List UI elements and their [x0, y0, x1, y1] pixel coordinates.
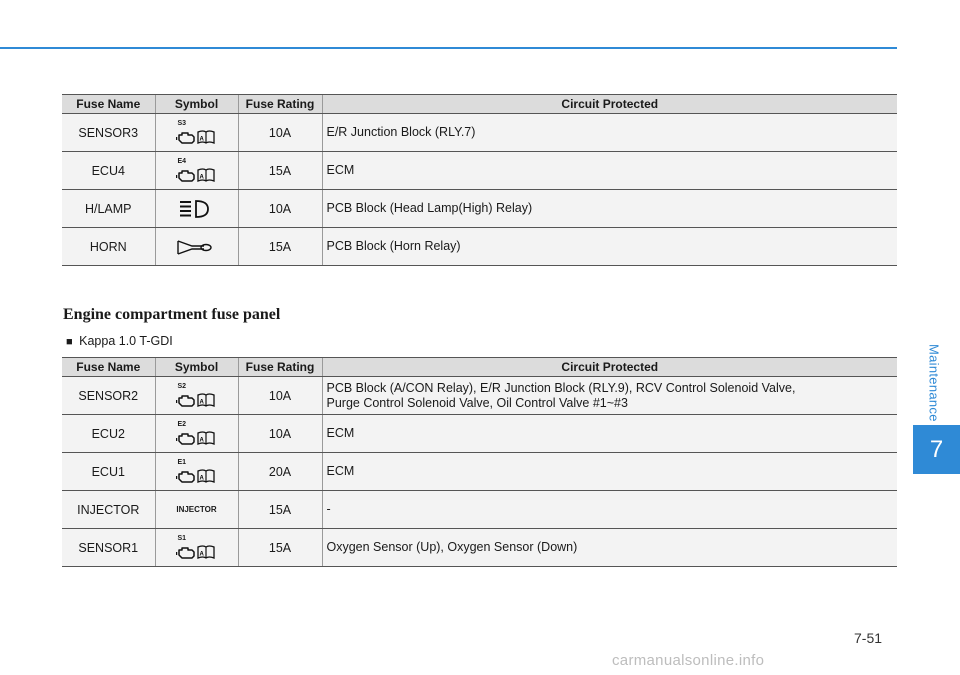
fuse-name-cell: HORN: [62, 228, 155, 266]
circuit-protected-cell: [322, 114, 897, 152]
fuse-rating-cell: 10A: [238, 190, 322, 228]
circuit-line: PCB Block (A/CON Relay), E/R Junction Block (RLY.9), RCV Control Solenoid Valve,: [326, 380, 796, 395]
circuit-protected-cell: [322, 152, 897, 190]
fuse-rating-cell: 20A: [238, 453, 322, 491]
header-circuit-protected: Circuit Protected: [322, 358, 897, 377]
table-row: [62, 491, 897, 529]
fuse-table-1-body: [62, 114, 897, 266]
header-fuse-name: Fuse Name: [62, 358, 155, 377]
circuit-line: ECM: [326, 426, 355, 440]
fuse-rating-cell: 15A: [238, 228, 322, 266]
fuse-name-cell: ECU1: [62, 453, 155, 491]
circuit-line: Oxygen Sensor (Up), Oxygen Sensor (Down): [326, 540, 578, 554]
table-row: [62, 114, 897, 152]
table-row: [62, 377, 897, 415]
table-row: [62, 190, 897, 228]
symbol-cell: [155, 228, 238, 266]
table-row: [62, 529, 897, 567]
fuse-rating-cell: 15A: [238, 529, 322, 567]
watermark: carmanualsonline.info: [612, 652, 765, 669]
circuit-protected-cell: [322, 529, 897, 567]
svg-text:A: A: [199, 437, 204, 444]
circuit-line: E/R Junction Block (RLY.7): [326, 125, 476, 139]
table-header-row: [62, 95, 897, 114]
svg-text:A: A: [199, 174, 204, 181]
table-row: [62, 415, 897, 453]
page-number: 7-51: [854, 630, 883, 646]
circuit-line: ECM: [326, 464, 355, 478]
engine-subtitle: [66, 334, 173, 348]
symbol-code: S1: [177, 535, 187, 542]
bullet-square-icon: ■: [66, 336, 73, 348]
header-fuse-rating: Fuse Rating: [238, 358, 322, 377]
circuit-protected-cell: [322, 228, 897, 266]
symbol-cell: [155, 453, 238, 491]
circuit-line: PCB Block (Horn Relay): [326, 239, 461, 253]
circuit-line: PCB Block (Head Lamp(High) Relay): [326, 201, 533, 215]
circuit-protected-cell: [322, 491, 897, 529]
symbol-cell: [155, 377, 238, 415]
header-fuse-name: Fuse Name: [62, 95, 155, 114]
fuse-name-cell: ECU4: [62, 152, 155, 190]
fuse-rating-cell: 15A: [238, 152, 322, 190]
fuse-name-cell: INJECTOR: [62, 491, 155, 529]
circuit-protected-cell: [322, 377, 897, 415]
circuit-protected-cell: [322, 415, 897, 453]
svg-text:A: A: [199, 475, 204, 482]
header-fuse-rating: Fuse Rating: [238, 95, 322, 114]
circuit-protected-cell: [322, 190, 897, 228]
fuse-rating-cell: 10A: [238, 377, 322, 415]
symbol-code: E4: [177, 158, 187, 165]
fuse-name-cell: H/LAMP: [62, 190, 155, 228]
svg-text:A: A: [199, 399, 204, 406]
section-title: Engine compartment fuse panel: [63, 306, 281, 323]
fuse-rating-cell: 15A: [238, 491, 322, 529]
fuse-table-2: [62, 357, 897, 567]
chapter-name: Maintenance: [926, 344, 942, 422]
symbol-code: S2: [177, 383, 187, 390]
symbol-code: E1: [177, 459, 187, 466]
header-symbol: Symbol: [155, 358, 238, 377]
fuse-name-cell: ECU2: [62, 415, 155, 453]
fuse-rating-cell: 10A: [238, 114, 322, 152]
injector-symbol-text: INJECTOR: [176, 505, 217, 514]
symbol-cell: [155, 491, 238, 529]
symbol-cell: [155, 190, 238, 228]
symbol-cell: [155, 114, 238, 152]
table-row: [62, 228, 897, 266]
svg-text:A: A: [199, 551, 204, 558]
symbol-cell: [155, 529, 238, 567]
fuse-name-cell: SENSOR1: [62, 529, 155, 567]
symbol-cell: [155, 415, 238, 453]
table-row: [62, 152, 897, 190]
header-circuit-protected: Circuit Protected: [322, 95, 897, 114]
top-rule: [0, 47, 897, 49]
symbol-code: E2: [177, 421, 187, 428]
engine-subtitle-text: Kappa 1.0 T-GDI: [79, 334, 173, 348]
symbol-cell: [155, 152, 238, 190]
fuse-table-2-body: [62, 377, 897, 567]
fuse-table-1: [62, 94, 897, 266]
svg-text:A: A: [199, 136, 204, 143]
header-symbol: Symbol: [155, 95, 238, 114]
circuit-protected-cell: [322, 453, 897, 491]
fuse-name-cell: SENSOR3: [62, 114, 155, 152]
fuse-rating-cell: 10A: [238, 415, 322, 453]
circuit-line: ECM: [326, 163, 355, 177]
circuit-line: Purge Control Solenoid Valve, Oil Control Valve #1~#3: [326, 395, 628, 410]
table-header-row: [62, 358, 897, 377]
circuit-line: -: [326, 502, 331, 516]
fuse-name-cell: SENSOR2: [62, 377, 155, 415]
symbol-code: S3: [177, 120, 187, 127]
table-row: [62, 453, 897, 491]
chapter-number-tab: 7: [913, 425, 960, 474]
